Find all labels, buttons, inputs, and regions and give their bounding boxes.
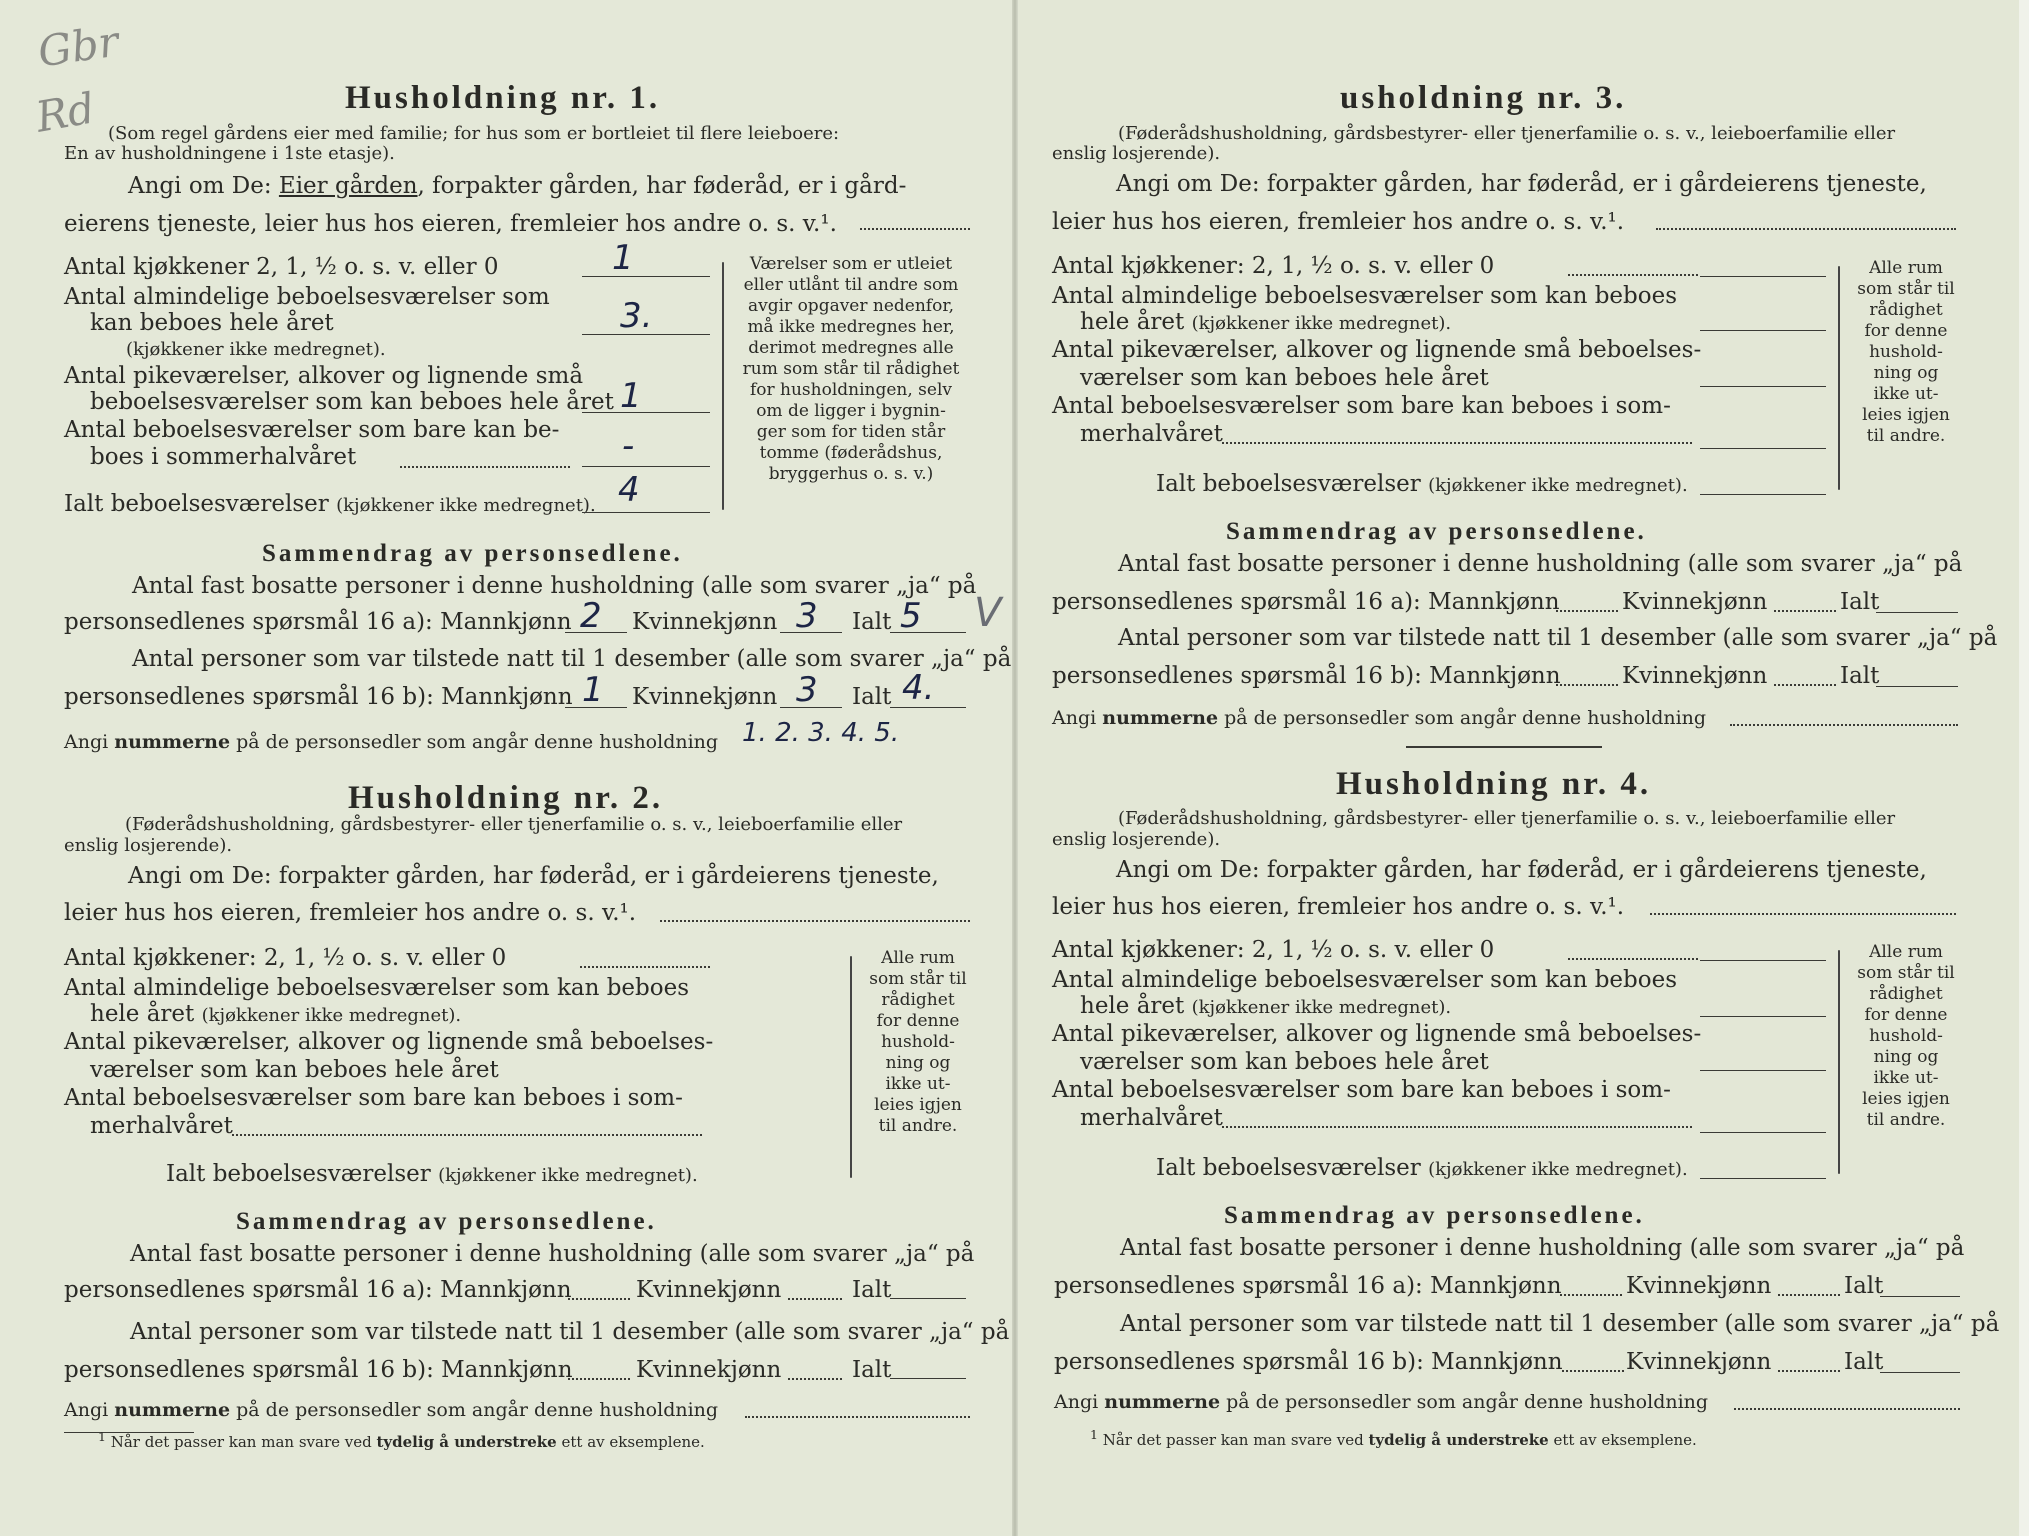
side-note: Værelser som er utleiet eller utlånt til andre som avgir opgaver nedenfor, må ikke medregnes her, derimot medregnes alle rum som står til rådighet for husholdningen, selv om de ligger i bygnin- ger som for tiden står tomme (føderådshus, bryggerhus o. s. v.) (742, 254, 960, 484)
rooms-value: 3. (620, 296, 653, 336)
answer-line (1774, 610, 1836, 612)
summary-line: personsedlenes spørsmål 16 b): Mannkjønn (64, 684, 573, 710)
summary-title: Sammendrag av personsedlene. (236, 1208, 657, 1235)
summary-line: Antal personer som var tilstede natt til 1 desember (alle som svarer „ja“ på (130, 1319, 1010, 1345)
total-rooms-label: Ialt beboelsesværelser (kjøkkener ikke medregnet). (1156, 1155, 1688, 1181)
maid-rooms-value: 1 (620, 376, 642, 416)
female-label: Kvinnekjønn (1622, 589, 1768, 615)
numbers-line: Angi nummerne på de personsedler som angår denne husholdning (1052, 707, 1707, 729)
rooms-label: hele året (kjøkkener ikke medregnet). (90, 1001, 462, 1027)
female-label: Kvinnekjønn (636, 1357, 782, 1383)
answer-line (1700, 960, 1826, 961)
kitchens-value: 1 (612, 238, 634, 278)
brace (850, 956, 852, 1178)
rooms-label: kan beboes hele året (90, 310, 334, 336)
side-note: Alle rum som står til rådighet for denne hushold- ning og ikke ut- leies igjen til andre. (1857, 258, 1955, 446)
side-note: Alle rum som står til rådighet for denne hushold- ning og ikke ut- leies igjen til andre. (869, 948, 967, 1136)
leader-dots (1222, 1126, 1692, 1128)
answer-line (890, 1298, 966, 1299)
household-note: En av husholdningene i 1ste etasje). (64, 143, 395, 164)
answer-line (1880, 1296, 1960, 1297)
total-label: Ialt (1844, 1349, 1884, 1375)
maid-rooms-label: værelser som kan beboes hele året (1080, 365, 1489, 391)
answer-line (1700, 276, 1826, 277)
household-title: usholdning nr. 3. (1340, 80, 1627, 116)
rooms-label: Antal almindelige beboelsesværelser som kan beboes (1052, 283, 1678, 309)
rooms-label: Antal almindelige beboelsesværelser som kan beboes (64, 975, 690, 1001)
answer-line (1556, 610, 1618, 612)
ownership-question: Angi om De: Eier gården, forpakter gården, har føderåd, er i gård- (128, 173, 907, 199)
summary-line: personsedlenes spørsmål 16 a): Mannkjønn (1054, 1273, 1562, 1299)
blank-line (1650, 913, 1956, 915)
male-count: 1 (582, 670, 604, 710)
ownership-question-cont: leier hus hos eieren, fremleier hos andre o. s. v.¹. (1052, 209, 1625, 235)
summary-line: Antal personer som var tilstede natt til 1 desember (alle som svarer „ja“ på (1118, 625, 1998, 651)
maid-rooms-label: Antal pikeværelser, alkover og lignende små (64, 363, 584, 389)
blank-line (660, 920, 970, 922)
summary-line: Antal personer som var tilstede natt til 1 desember (alle som svarer „ja“ på (1120, 1311, 2000, 1337)
summary-line: personsedlenes spørsmål 16 b): Mannkjønn (64, 1357, 573, 1383)
total-label: Ialt (1844, 1273, 1884, 1299)
answer-line (1880, 1372, 1960, 1373)
answer-line (1556, 684, 1618, 686)
summary-line: personsedlenes spørsmål 16 a): Mannkjønn (64, 1277, 572, 1303)
answer-line (745, 1416, 970, 1418)
pencil-mark: Gbr (34, 16, 122, 77)
check-mark: V (974, 590, 1002, 636)
page-edge (2019, 0, 2029, 1536)
answer-line (1734, 1408, 1960, 1410)
answer-line (1778, 1294, 1840, 1296)
answer-line (1568, 958, 1698, 960)
rooms-label: Antal almindelige beboelsesværelser som (64, 284, 550, 310)
numbers-line: Angi nummerne på de personsedler som angår denne husholdning (64, 731, 719, 753)
summary-line: Antal personer som var tilstede natt til 1 desember (alle som svarer „ja“ på (132, 646, 1012, 672)
numbers-line: Angi nummerne på de personsedler som angår denne husholdning (1054, 1391, 1709, 1413)
summer-rooms-label: Antal beboelsesværelser som bare kan beboes i som- (64, 1085, 683, 1111)
footnote: $^1$ Når det passer kan man svare ved tydelig å understreke ett av eksemplene. (1090, 1427, 1697, 1449)
answer-line (568, 1298, 630, 1300)
answer-line (582, 276, 710, 277)
person-numbers: 1. 2. 3. 4. 5. (742, 718, 900, 748)
female-label: Kvinnekjønn (632, 684, 778, 710)
answer-line (580, 966, 710, 968)
maid-rooms-label: Antal pikeværelser, alkover og lignende små beboelses- (1052, 1021, 1702, 1047)
total-rooms-label: Ialt beboelsesværelser (kjøkkener ikke medregnet). (64, 491, 596, 517)
answer-line (1700, 1016, 1826, 1017)
female-count: 3 (796, 596, 818, 636)
summer-rooms-label: Antal beboelsesværelser som bare kan beboes i som- (1052, 1077, 1671, 1103)
total-rooms-label: Ialt beboelsesværelser (kjøkkener ikke medregnet). (1156, 471, 1688, 497)
ownership-question: Angi om De: forpakter gården, har føderåd, er i gårdeierens tjeneste, (128, 863, 939, 889)
summer-rooms-label: merhalvåret (90, 1113, 233, 1139)
male-count: 2 (580, 596, 602, 636)
kitchens-label: Antal kjøkkener: 2, 1, ½ o. s. v. eller 0 (1052, 937, 1495, 963)
household-note: enslig losjerende). (64, 835, 233, 856)
maid-rooms-label: værelser som kan beboes hele året (1080, 1049, 1489, 1075)
answer-line (1876, 686, 1958, 687)
household-title: Husholdning nr. 2. (348, 780, 664, 816)
total-count: 4. (902, 668, 935, 708)
answer-line (1730, 724, 1958, 726)
answer-line (1700, 1178, 1826, 1179)
rooms-note: (kjøkkener ikke medregnet). (126, 339, 386, 360)
blank-line (860, 228, 970, 230)
answer-line (582, 466, 710, 467)
ownership-question-cont: leier hus hos eieren, fremleier hos andre o. s. v.¹. (64, 900, 637, 926)
summary-title: Sammendrag av personsedlene. (1226, 518, 1647, 545)
rooms-label: hele året (kjøkkener ikke medregnet). (1080, 309, 1452, 335)
brace (722, 262, 724, 510)
household-note: enslig losjerende). (1052, 829, 1221, 850)
side-note: Alle rum som står til rådighet for denne hushold- ning og ikke ut- leies igjen til andre. (1857, 942, 1955, 1130)
answer-line (1562, 1370, 1624, 1372)
maid-rooms-label: Antal pikeværelser, alkover og lignende små beboelses- (1052, 337, 1702, 363)
summary-title: Sammendrag av personsedlene. (262, 540, 683, 567)
female-label: Kvinnekjønn (1626, 1273, 1772, 1299)
ownership-question-cont: eierens tjeneste, leier hus hos eieren, fremleier hos andre o. s. v.¹. (64, 211, 837, 237)
female-label: Kvinnekjønn (636, 1277, 782, 1303)
leader-dots (400, 466, 570, 468)
household-note: (Som regel gårdens eier med familie; for hus som er bortleiet til flere leieboere: (108, 123, 840, 144)
answer-line (1700, 386, 1826, 387)
ownership-answer-underlined: Eier gården (278, 173, 418, 199)
total-rooms-value: 4 (618, 470, 640, 510)
ownership-question: Angi om De: forpakter gården, har føderåd, er i gårdeierens tjeneste, (1116, 857, 1927, 883)
brace (1838, 266, 1840, 490)
total-label: Ialt (852, 609, 892, 635)
total-label: Ialt (852, 684, 892, 710)
total-label: Ialt (1840, 589, 1880, 615)
answer-line (1700, 448, 1826, 449)
pencil-mark: Rd (32, 83, 99, 142)
total-label: Ialt (1840, 663, 1880, 689)
summary-title: Sammendrag av personsedlene. (1224, 1202, 1645, 1229)
summer-rooms-label: merhalvåret (1080, 421, 1223, 447)
rooms-label: Antal almindelige beboelsesværelser som kan beboes (1052, 967, 1678, 993)
answer-line (890, 1378, 966, 1379)
summary-line: Antal fast bosatte personer i denne husholdning (alle som svarer „ja“ på (1120, 1235, 1965, 1261)
summer-rooms-label: Antal beboelsesværelser som bare kan beboes i som- (1052, 393, 1671, 419)
blank-line (1656, 228, 1956, 230)
answer-line (1700, 1132, 1826, 1133)
total-label: Ialt (852, 1357, 892, 1383)
answer-line (1876, 612, 1958, 613)
household-title: Husholdning nr. 4. (1336, 766, 1652, 802)
summary-line: personsedlenes spørsmål 16 b): Mannkjønn (1052, 663, 1561, 689)
total-label: Ialt (852, 1277, 892, 1303)
female-label: Kvinnekjønn (1626, 1349, 1772, 1375)
household-title: Husholdning nr. 1. (345, 80, 661, 116)
maid-rooms-label: beboelsesværelser som kan beboes hele året (90, 389, 614, 415)
summary-line: Antal fast bosatte personer i denne husholdning (alle som svarer „ja“ på (1118, 551, 1963, 577)
female-count: 3 (796, 670, 818, 710)
answer-line (1700, 1070, 1826, 1071)
footnote: $^1$ Når det passer kan man svare ved tydelig å understreke ett av eksemplene. (98, 1429, 705, 1451)
ownership-question: Angi om De: forpakter gården, har føderåd, er i gårdeierens tjeneste, (1116, 171, 1927, 197)
section-divider (1406, 746, 1602, 748)
answer-line (568, 1378, 630, 1380)
ownership-question-cont: leier hus hos eieren, fremleier hos andre o. s. v.¹. (1052, 894, 1625, 920)
household-note: (Føderådshusholdning, gårdsbestyrer- eller tjenerfamilie o. s. v., leieboerfamilie eller (125, 814, 903, 835)
page-fold (1012, 0, 1018, 1536)
household-note: (Føderådshusholdning, gårdsbestyrer- eller tjenerfamilie o. s. v., leieboerfamilie eller (1118, 808, 1896, 829)
total-count: 5 (900, 596, 922, 636)
brace (1838, 950, 1840, 1174)
answer-line (1774, 684, 1836, 686)
summer-rooms-label: merhalvåret (1080, 1105, 1223, 1131)
kitchens-label: Antal kjøkkener: 2, 1, ½ o. s. v. eller 0 (64, 945, 507, 971)
rooms-label: hele året (kjøkkener ikke medregnet). (1080, 993, 1452, 1019)
total-rooms-label: Ialt beboelsesværelser (kjøkkener ikke medregnet). (166, 1161, 698, 1187)
female-label: Kvinnekjønn (1622, 663, 1768, 689)
maid-rooms-label: Antal pikeværelser, alkover og lignende små beboelses- (64, 1029, 714, 1055)
summer-rooms-label: Antal beboelsesværelser som bare kan be- (64, 417, 560, 443)
maid-rooms-label: værelser som kan beboes hele året (90, 1057, 499, 1083)
leader-dots (1222, 442, 1692, 444)
answer-line (788, 1378, 842, 1380)
summary-line: Antal fast bosatte personer i denne husholdning (alle som svarer „ja“ på (132, 573, 977, 599)
answer-line (1700, 494, 1826, 495)
answer-line (1700, 330, 1826, 331)
summer-rooms-value: - (622, 426, 635, 466)
summary-line: personsedlenes spørsmål 16 a): Mannkjønn (64, 609, 572, 635)
answer-line (788, 1298, 842, 1300)
summary-line: personsedlenes spørsmål 16 b): Mannkjønn (1054, 1349, 1563, 1375)
answer-line (1778, 1370, 1840, 1372)
answer-line (582, 412, 710, 413)
numbers-line: Angi nummerne på de personsedler som angår denne husholdning (64, 1399, 719, 1421)
summer-rooms-label: boes i sommerhalvåret (90, 444, 357, 470)
answer-line (1568, 274, 1698, 276)
kitchens-label: Antal kjøkkener 2, 1, ½ o. s. v. eller 0 (64, 254, 499, 280)
answer-line (1560, 1294, 1622, 1296)
household-note: (Føderådshusholdning, gårdsbestyrer- eller tjenerfamilie o. s. v., leieboerfamilie eller (1118, 123, 1896, 144)
summary-line: Antal fast bosatte personer i denne husholdning (alle som svarer „ja“ på (130, 1241, 975, 1267)
answer-line (582, 512, 710, 513)
female-label: Kvinnekjønn (632, 609, 778, 635)
kitchens-label: Antal kjøkkener: 2, 1, ½ o. s. v. eller 0 (1052, 253, 1495, 279)
household-note: enslig losjerende). (1052, 143, 1221, 164)
leader-dots (232, 1134, 702, 1136)
summary-line: personsedlenes spørsmål 16 a): Mannkjønn (1052, 589, 1560, 615)
